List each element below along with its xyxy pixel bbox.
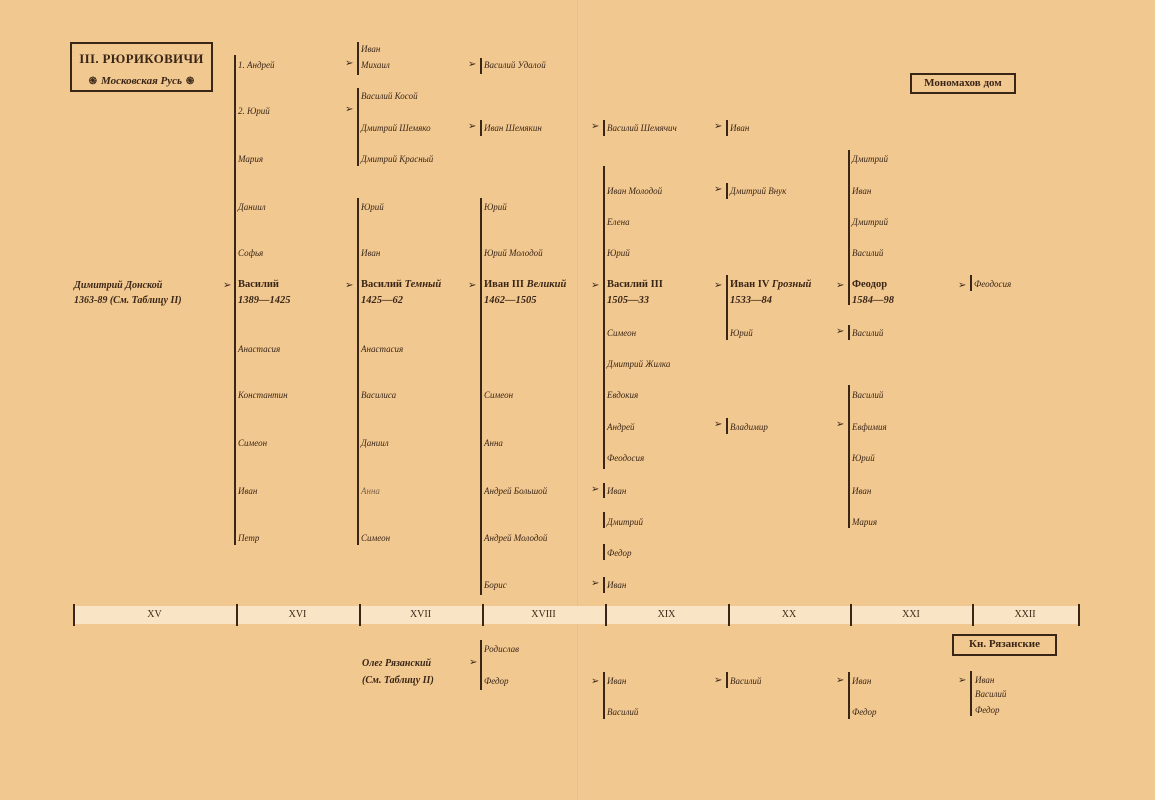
gen1-andrei: 1. Андрей	[238, 60, 275, 70]
gen1-yuri: 2. Юрий	[238, 106, 270, 116]
gen2-ivan: Иван	[361, 248, 381, 258]
gen3-simeon: Симеон	[484, 390, 514, 400]
ornament-left-icon: ֍	[88, 76, 97, 87]
gen1-petr: Петр	[238, 533, 260, 543]
gen3-andrei-big: Андрей Большой	[484, 486, 548, 496]
gen1-main-dates: 1389—1425	[238, 295, 291, 306]
table-subtitle-text: Московская Русь	[100, 75, 183, 87]
bracket-ryazan-g1	[480, 640, 482, 690]
bracket-boris	[603, 577, 605, 593]
ivan-young-son: Дмитрий Внук	[730, 186, 787, 196]
ryazan-g2-ivan: Иван	[607, 676, 627, 686]
ryazan-g3-vasily: Василий	[730, 676, 762, 686]
gen4-elena: Елена	[607, 217, 630, 227]
ryazan-fedor: Федор	[484, 676, 509, 686]
century-label: XVIII	[531, 609, 556, 620]
gen6-dmitry2: Дмитрий	[852, 217, 888, 227]
shemyaka-greatgrandson-ivan: Иван	[730, 123, 750, 133]
gen4-ivan-young: Иван Молодой	[607, 186, 663, 196]
bracket-gen4	[603, 166, 605, 469]
andrei-son-ivan: Иван	[361, 44, 381, 54]
arrow-yuri-gen5-icon: ➢	[836, 326, 845, 337]
bracket-ryazan-g4	[848, 672, 850, 719]
arrow-feodor-icon: ➢	[958, 280, 967, 291]
gen2-yuri: Юрий	[361, 202, 384, 212]
gen3-yuri-young: Юрий Молодой	[484, 248, 543, 258]
gen5-main-name	[730, 278, 811, 291]
arrow-andrei-big-icon: ➢	[591, 484, 600, 495]
arrow-andrei-icon-2: ➢	[714, 419, 723, 430]
gen2-main-name	[361, 278, 441, 291]
bracket-gen3	[480, 198, 482, 595]
gen2-simeon: Симеон	[361, 533, 391, 543]
bracket-gen6	[848, 150, 850, 305]
root-name: Димитрий Донской	[74, 280, 163, 291]
arrow-mikhail-icon: ➢	[468, 59, 477, 70]
gen5-yuri: Юрий	[730, 328, 753, 338]
andrei-big-son-ivan: Иван	[607, 486, 627, 496]
root-dates: 1363-89 (См. Таблицу II)	[74, 295, 182, 306]
bracket-ryazan-g3	[726, 672, 728, 688]
gen7-feodosiya: Феодосия	[974, 279, 1012, 289]
gen4-main-dates: 1505—33	[607, 295, 649, 306]
gen3-main-epithet: Великий	[526, 279, 567, 290]
gen2-main-dates: 1425—62	[361, 295, 403, 306]
ryazan-g2-vasily: Василий	[607, 707, 639, 717]
gen3-main-first: Иван III	[484, 279, 525, 290]
gen2-daniil: Даниил	[361, 438, 389, 448]
table-title: III. РЮРИКОВИЧИ	[79, 51, 204, 66]
arrow-ryazan-vasily-icon: ➢	[836, 675, 845, 686]
gen3-boris: Борис	[484, 580, 507, 590]
ryazan-g4-fedor: Федор	[852, 707, 877, 717]
gen3-yuri: Юрий	[484, 202, 507, 212]
century-label: XXI	[902, 609, 920, 620]
bracket-vasily-shemyachich	[726, 120, 728, 136]
bracket-ivan-young	[726, 183, 728, 199]
gen2-vassa: Василиса	[361, 390, 397, 400]
century-axis	[73, 606, 1080, 624]
gen6-main-name: Феодор	[852, 279, 888, 290]
gen1-mariya: Мария	[238, 154, 264, 164]
house-monomakh-label: Мономахов дом	[910, 73, 1016, 94]
arrow-yuri-icon: ➢	[345, 104, 354, 115]
bracket-fedor	[603, 544, 605, 560]
gen4-feodosiya: Феодосия	[607, 453, 645, 463]
bracket-yuri-son	[848, 325, 850, 340]
arrow-shemyaka-icon: ➢	[468, 121, 477, 132]
table-subtitle	[72, 73, 211, 87]
bracket-gen1	[234, 55, 236, 545]
arrow-root-icon: ➢	[223, 280, 232, 291]
century-label: XVI	[288, 609, 307, 620]
gen5-vladimir: Владимир	[730, 422, 768, 432]
shemyaka-son-ivan: Иван Шемякин	[484, 123, 542, 133]
gen1-daniil: Даниил	[238, 202, 266, 212]
page-fold	[577, 0, 579, 800]
century-label: XX	[781, 609, 797, 620]
ryazan-oleg-note: (См. Таблицу II)	[362, 675, 434, 686]
gen6-ivan: Иван	[852, 186, 872, 196]
bracket-mikhail	[480, 58, 482, 74]
bracket-gen2	[357, 198, 359, 545]
gen1-ivan: Иван	[238, 486, 258, 496]
vladimir-daughter-mariya: Мария	[852, 517, 878, 527]
bracket-andrei-big	[603, 483, 605, 498]
yuri-son-krasny: Дмитрий Красный	[361, 154, 434, 164]
yuri-son-kosoi: Василий Косой	[361, 91, 418, 101]
vladimir-son-ivan: Иван	[852, 486, 872, 496]
bracket-shemyaka	[480, 120, 482, 136]
gen3-andrei-young: Андрей Молодой	[484, 533, 548, 543]
gen4-dmitry-zhilka: Дмитрий Жилка	[607, 359, 671, 369]
arrow-ryazan-fedor-icon: ➢	[591, 676, 600, 687]
gen2-anna: Анна	[361, 486, 380, 496]
bracket-andrei	[357, 42, 359, 75]
century-sep	[1078, 604, 1080, 626]
arrow-ryazan-ivan-icon: ➢	[714, 675, 723, 686]
ornament-right-icon: ֍	[186, 76, 195, 87]
gen5-main-first: Иван IV	[730, 279, 770, 290]
ryazan-rodislav: Родислав	[484, 644, 520, 654]
yuri-son-shemyaka: Дмитрий Шемяко	[361, 123, 431, 133]
mikhail-son: Василий Удалой	[484, 60, 546, 70]
arrow-ivan4-icon: ➢	[836, 280, 845, 291]
vladimir-daughter-evfimiya: Евфимия	[852, 422, 887, 432]
bracket-ryazan-g5	[970, 671, 972, 716]
table-title-box	[70, 42, 213, 92]
gen1-anastasiya: Анастасия	[238, 344, 281, 354]
arrow-ivan3-icon: ➢	[591, 280, 600, 291]
arrow-ryazan-ivan2-icon: ➢	[958, 675, 967, 686]
house-ryazan-label: Кн. Рязанские	[952, 634, 1057, 656]
ryazan-g5-vasily: Василий	[975, 689, 1007, 699]
arrow-vladimir-icon: ➢	[836, 419, 845, 430]
arrow-boris-icon: ➢	[591, 578, 600, 589]
gen4-yuri: Юрий	[607, 248, 630, 258]
shemyaka-grandson-vasily: Василий Шемячич	[607, 123, 677, 133]
arrow-vasily-icon: ➢	[345, 280, 354, 291]
gen1-simeon: Симеон	[238, 438, 268, 448]
gen3-anna: Анна	[484, 438, 503, 448]
gen4-simeon: Симеон	[607, 328, 637, 338]
bracket-vladimir-sons	[848, 385, 850, 528]
arrow-oleg-icon: ➢	[469, 657, 478, 668]
boris-son-ivan: Иван	[607, 580, 627, 590]
century-label: XXII	[1014, 609, 1036, 620]
bracket-gen7	[970, 275, 972, 291]
arrow-vasily-shemyachich-icon: ➢	[714, 121, 723, 132]
century-label: XV	[147, 609, 162, 620]
gen4-fedor: Федор	[607, 548, 632, 558]
gen6-dmitry1: Дмитрий	[852, 154, 888, 164]
ryazan-g5-ivan: Иван	[975, 675, 995, 685]
gen6-vasily: Василий	[852, 248, 884, 258]
ryazan-g5-fedor: Федор	[975, 705, 1000, 715]
gen5-main-epithet: Грозный	[771, 279, 812, 290]
bracket-ryazan-g2	[603, 672, 605, 719]
gen2-main-first: Василий	[361, 279, 402, 290]
bracket-andrei-dmitry	[603, 512, 605, 528]
arrow-ivan-young-icon: ➢	[714, 184, 723, 195]
arrow-ivan-shemyakin-icon: ➢	[591, 121, 600, 132]
arrow-vasily3-icon: ➢	[714, 280, 723, 291]
gen4-andrei: Андрей	[607, 422, 635, 432]
arrow-vasily-dark-icon: ➢	[468, 280, 477, 291]
bracket-gen5	[726, 275, 728, 340]
gen2-anastasiya: Анастасия	[361, 344, 404, 354]
gen3-main-name	[484, 278, 566, 291]
gen1-konstantin: Константин	[238, 390, 288, 400]
bracket-andrei-son	[726, 418, 728, 434]
gen4-evdokiya: Евдокия	[607, 390, 639, 400]
bracket-ivan-shemyakin	[603, 120, 605, 136]
gen5-main-dates: 1533—84	[730, 295, 772, 306]
yuri-son-vasily: Василий	[852, 328, 884, 338]
century-label: XVII	[409, 609, 432, 620]
gen1-main-name: Василий	[238, 279, 279, 290]
gen3-main-dates: 1462—1505	[484, 295, 537, 306]
bracket-yuri	[357, 88, 359, 166]
gen4-dmitry: Дмитрий	[607, 517, 643, 527]
gen4-main-name: Василий III	[607, 279, 663, 290]
gen6-main-dates: 1584—98	[852, 295, 894, 306]
arrow-andrei-icon: ➢	[345, 58, 354, 69]
gen1-sofya: Софья	[238, 248, 264, 258]
ryazan-g4-ivan: Иван	[852, 676, 872, 686]
century-label: XIX	[657, 609, 676, 620]
vladimir-son-vasily: Василий	[852, 390, 884, 400]
andrei-son-mikhail: Михаил	[361, 60, 390, 70]
ryazan-oleg: Олег Рязанский	[362, 658, 432, 669]
gen2-main-epithet: Темный	[404, 279, 442, 290]
vladimir-son-yuri: Юрий	[852, 453, 875, 463]
